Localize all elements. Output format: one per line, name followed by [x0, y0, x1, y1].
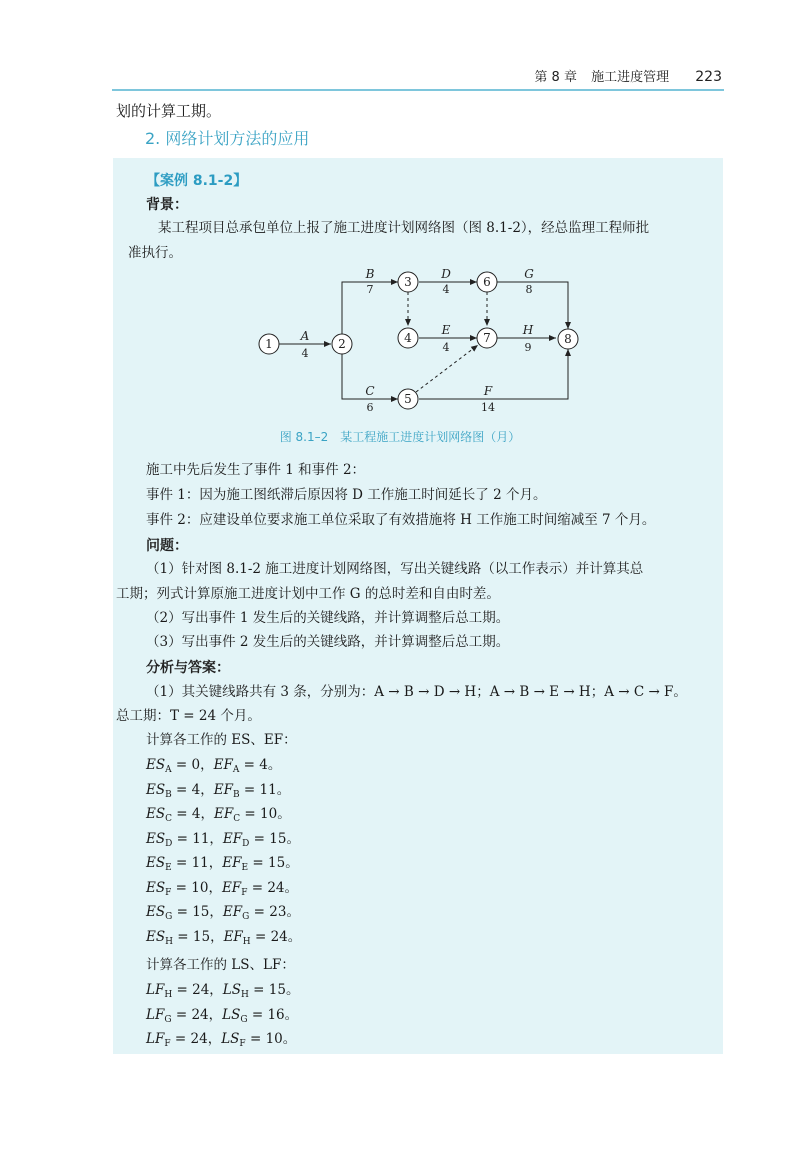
es-ef-eq-1: =: [171, 757, 192, 773]
es-ef-subscript-2: D: [242, 838, 250, 849]
question-1-line-2: 工期；列式计算原施工进度计划中工作 G 的总时差和自由时差。: [116, 586, 500, 602]
es-ef-subscript-2: E: [241, 863, 249, 873]
es-ef-sym-1: ES: [146, 781, 166, 798]
lf-ls-comma: ，: [207, 1031, 222, 1047]
es-ef-eq-2: =: [249, 830, 270, 847]
es-ef-subscript-1: G: [165, 912, 173, 922]
lf-ls-subscript-2: F: [239, 1039, 246, 1049]
lf-ls-eq-1: =: [170, 1031, 191, 1047]
es-ef-eq-1: =: [171, 855, 192, 871]
es-ef-sym-2: EF: [213, 781, 233, 798]
lf-ls-value-1: 24: [190, 1031, 208, 1047]
es-ef-subscript-2: A: [232, 765, 240, 775]
continuation-text: 划的计算工期。: [116, 102, 222, 120]
es-ef-sym-1: ES: [146, 757, 166, 773]
es-ef-end: 。: [286, 830, 300, 847]
lf-ls-subscript-2: G: [240, 1014, 248, 1025]
event-2: 事件 2：应建设单位要求施工单位采取了有效措施将 H 工作施工时间缩减至 7 个月。: [146, 512, 656, 528]
answer-1-line-1: （1）其关键线路共有 3 条，分别为：A → B → D → H；A → B → E → H；A → C → F。: [146, 684, 687, 700]
es-ef-eq-2: =: [250, 928, 271, 945]
es-ef-value-1: 4: [191, 806, 201, 822]
es-ef-value-1: 15: [192, 904, 210, 920]
lf-ls-sym-1: LF: [146, 1006, 165, 1023]
node-4-label: 4: [404, 331, 412, 345]
es-ef-sym-2: EF: [213, 757, 233, 773]
activity-c-duration: 6: [366, 401, 374, 414]
es-ef-eq-1: =: [171, 781, 192, 798]
es-ef-sym-2: EF: [214, 806, 234, 822]
es-ef-subscript-2: F: [241, 887, 248, 898]
node-8-label: 8: [564, 332, 572, 346]
es-ef-row: [146, 780, 290, 805]
lf-ls-eq-2: =: [248, 982, 269, 998]
node-1-label: 1: [265, 337, 273, 351]
activity-f-name: F: [483, 384, 493, 398]
lf-ls-end: 。: [282, 1031, 297, 1047]
es-ef-eq-2: =: [239, 781, 260, 798]
es-ef-subscript-1: E: [165, 863, 172, 873]
arrow-g: [497, 282, 568, 329]
questions-heading: 问题：: [146, 538, 188, 554]
lf-ls-value-2: 16: [267, 1006, 285, 1023]
es-ef-sym-1: ES: [146, 904, 166, 920]
es-ef-value-1: 10: [191, 879, 209, 896]
es-ef-end: 。: [284, 879, 299, 896]
es-ef-subscript-1: B: [165, 789, 172, 800]
es-ef-end: 。: [286, 904, 300, 920]
chapter-title: 施工进度管理: [591, 70, 670, 85]
es-ef-row: [146, 902, 300, 927]
es-ef-value-1: 11: [192, 830, 210, 847]
es-ef-end: 。: [285, 855, 299, 871]
lf-ls-comma: ，: [209, 982, 223, 998]
es-ef-end: 。: [277, 806, 291, 822]
es-ef-row: [146, 927, 301, 952]
es-ef-eq-1: =: [172, 904, 193, 920]
question-2: （2）写出事件 1 发生后的关键线路，并计算调整后总工期。: [146, 610, 510, 626]
lf-ls-value-1: 24: [191, 1006, 209, 1023]
activity-b-duration: 7: [366, 283, 374, 296]
es-ef-eq-2: =: [239, 757, 260, 773]
es-ef-value-2: 4: [259, 757, 268, 773]
es-ef-sym-1: ES: [146, 806, 166, 822]
lf-ls-eq-1: =: [171, 1006, 192, 1023]
es-ef-subscript-2: B: [232, 789, 240, 800]
lf-ls-end: 。: [284, 1006, 299, 1023]
lf-ls-row: [146, 980, 299, 1005]
es-ef-sym-2: EF: [223, 928, 243, 945]
es-ef-value-2: 10: [260, 806, 278, 822]
es-ef-comma: ，: [209, 904, 223, 920]
event-1: 事件 1：因为施工图纸滞后原因将 D 工作施工时间延长了 2 个月。: [146, 487, 547, 503]
es-ef-row: [146, 878, 298, 903]
network-diagram: [0, 262, 800, 422]
lf-ls-sym-1: LF: [146, 982, 165, 998]
es-ef-subscript-2: H: [242, 936, 251, 947]
node-2-label: 2: [338, 337, 346, 351]
es-ef-row: [146, 829, 300, 854]
question-3: （3）写出事件 2 发生后的关键线路，并计算调整后总工期。: [146, 634, 510, 650]
es-ef-comma: ，: [210, 928, 224, 945]
es-ef-end: 。: [267, 757, 282, 773]
es-ef-end: 。: [287, 928, 302, 945]
activity-g-name: G: [524, 267, 534, 281]
lf-ls-row: [146, 1005, 298, 1030]
es-ef-value-2: 15: [268, 855, 286, 871]
es-ef-row: [146, 755, 281, 780]
lf-ls-value-2: 10: [265, 1031, 283, 1047]
lf-ls-eq-2: =: [247, 1006, 268, 1023]
lf-ls-eq-1: =: [172, 982, 193, 998]
calc-ls-lf-heading: 计算各工作的 LS、LF：: [146, 957, 295, 973]
activity-h-name: H: [522, 323, 534, 337]
es-ef-value-2: 23: [269, 904, 287, 920]
question-1-line-1: （1）针对图 8.1-2 施工进度计划网络图，写出关键线路（以工作表示）并计算其总: [146, 561, 644, 577]
es-ef-value-2: 15: [269, 830, 287, 847]
es-ef-sym-2: EF: [222, 830, 243, 847]
es-ef-subscript-2: C: [233, 814, 241, 824]
lf-ls-sym-2: LS: [222, 1006, 241, 1023]
lf-ls-subscript-1: H: [164, 990, 173, 1000]
es-ef-sym-1: ES: [146, 928, 166, 945]
lf-ls-eq-2: =: [245, 1031, 266, 1047]
activity-c-name: C: [365, 384, 375, 398]
activity-b-name: B: [365, 267, 375, 281]
background-line-1: 某工程项目总承包单位上报了施工进度计划网络图（图 8.1-2），经总监理工程师批: [158, 220, 650, 236]
es-ef-subscript-1: C: [165, 814, 172, 824]
es-ef-end: 。: [276, 781, 291, 798]
section-heading: 2. 网络计划方法的应用: [145, 129, 310, 148]
es-ef-value-1: 11: [191, 855, 209, 871]
es-ef-value-1: 0: [191, 757, 201, 773]
lf-ls-comma: ，: [208, 1006, 223, 1023]
node-6-label: 6: [483, 275, 491, 289]
lf-ls-sym-2: LS: [221, 1031, 240, 1047]
activity-h-duration: 9: [524, 341, 532, 354]
activity-d-name: D: [441, 267, 451, 281]
es-ef-sym-1: ES: [146, 830, 166, 847]
es-ef-comma: ，: [200, 781, 214, 798]
activity-a-name: A: [300, 329, 310, 343]
es-ef-row: [146, 853, 299, 878]
es-ef-comma: ，: [200, 757, 214, 773]
lf-ls-subscript-1: F: [164, 1039, 171, 1049]
es-ef-value-1: 4: [191, 781, 201, 798]
activity-g-duration: 8: [525, 283, 533, 296]
events-intro: 施工中先后发生了事件 1 和事件 2：: [146, 462, 366, 478]
lf-ls-subscript-1: G: [164, 1014, 172, 1025]
lf-ls-subscript-2: H: [241, 990, 249, 1000]
es-ef-subscript-1: H: [165, 936, 173, 947]
es-ef-comma: ，: [200, 806, 214, 822]
lf-ls-end: 。: [285, 982, 300, 998]
lf-ls-value-2: 15: [268, 982, 286, 998]
es-ef-value-1: 15: [192, 928, 211, 945]
es-ef-eq-1: =: [172, 806, 192, 822]
es-ef-value-2: 24: [270, 928, 288, 945]
case-label: 【案例 8.1-2】: [146, 173, 248, 189]
activity-e-name: E: [441, 323, 451, 337]
activity-d-duration: 4: [442, 283, 450, 296]
page-number: 223: [695, 69, 722, 85]
page-header: [0, 62, 800, 92]
es-ef-value-2: 11: [259, 781, 277, 798]
answer-1-line-2: 总工期：T = 24 个月。: [116, 708, 261, 724]
arrow-f: [419, 349, 568, 399]
lf-ls-value-1: 24: [192, 982, 210, 998]
chapter-number: 第 8 章: [534, 70, 577, 85]
background-heading: 背景：: [146, 197, 188, 213]
lf-ls-sym-2: LS: [222, 982, 242, 998]
es-ef-eq-2: =: [248, 855, 268, 871]
calc-es-ef-heading: 计算各工作的 ES、EF：: [146, 732, 297, 748]
background-line-2: 准执行。: [128, 245, 182, 261]
es-ef-row: [146, 804, 291, 829]
node-7-label: 7: [483, 331, 491, 345]
activity-e-duration: 4: [442, 341, 450, 354]
es-ef-sym-2: EF: [222, 855, 242, 871]
answer-heading: 分析与答案：: [146, 660, 230, 676]
es-ef-eq-2: =: [249, 904, 270, 920]
es-ef-eq-1: =: [172, 928, 193, 945]
activity-f-duration: 14: [481, 401, 495, 414]
lf-ls-row: [146, 1029, 296, 1054]
es-ef-comma: ，: [208, 879, 222, 896]
es-ef-eq-2: =: [240, 806, 261, 822]
es-ef-comma: ，: [208, 855, 223, 871]
es-ef-sym-1: ES: [146, 879, 166, 896]
es-ef-subscript-2: G: [242, 912, 250, 922]
lf-ls-sym-1: LF: [146, 1031, 165, 1047]
figure-caption: 图 8.1–2 某工程施工进度计划网络图（月）: [279, 430, 521, 444]
es-ef-subscript-1: D: [165, 838, 173, 849]
es-ef-sym-1: ES: [146, 855, 166, 871]
es-ef-subscript-1: A: [165, 765, 172, 775]
es-ef-sym-2: EF: [221, 879, 242, 896]
node-3-label: 3: [404, 275, 412, 289]
es-ef-comma: ，: [209, 830, 223, 847]
es-ef-eq-1: =: [171, 879, 192, 896]
es-ef-value-2: 24: [267, 879, 285, 896]
es-ef-sym-2: EF: [222, 904, 243, 920]
es-ef-eq-1: =: [172, 830, 193, 847]
header-rule: [112, 89, 724, 91]
es-ef-subscript-1: F: [165, 887, 172, 898]
activity-a-duration: 4: [301, 347, 309, 360]
node-5-label: 5: [404, 392, 412, 406]
es-ef-eq-2: =: [247, 879, 268, 896]
